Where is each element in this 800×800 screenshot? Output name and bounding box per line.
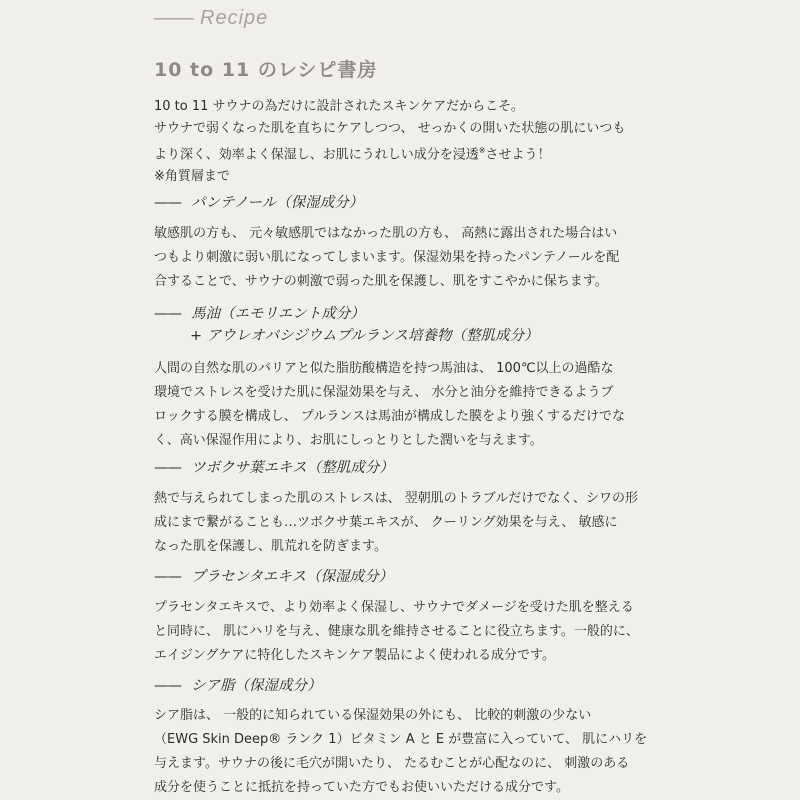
intro-line-text: より深く、効率よく保湿し、お肌にうれしい成分を浸透 bbox=[154, 147, 479, 163]
section-subheading: + アウレオバシジウムプルランス培養物（整肌成分） bbox=[190, 328, 539, 344]
body-line: 熱で与えられてしまった肌のストレスは、 翌朝肌のトラブルだけでなく、シワの形 bbox=[154, 491, 638, 506]
body-line: シア脂は、 一般的に知られている保湿効果の外にも、 比較的刺激の少ない bbox=[154, 708, 592, 723]
body-line: と同時に、 肌にハリを与え、健康な肌を維持させることに役立ちます。一般的に、 bbox=[154, 624, 639, 639]
recipe-label bbox=[154, 7, 268, 30]
decorative-dash: —— bbox=[154, 678, 181, 694]
section-heading-text: 馬油（エモリエント成分） bbox=[191, 306, 365, 322]
decorative-dash: —— bbox=[154, 569, 181, 585]
body-line: プラセンタエキスで、より効率よく保湿し、サウナでダメージを受けた肌を整える bbox=[154, 600, 634, 615]
section-body bbox=[154, 704, 654, 800]
intro-paragraph bbox=[154, 96, 654, 188]
section-heading bbox=[154, 303, 538, 347]
body-line: 成にまで繋がることも…ツボクサ葉エキスが、 クーリング効果を与え、 敏感に bbox=[154, 515, 618, 530]
body-line: エイジングケアに特化したスキンケア製品によく使われる成分です。 bbox=[154, 648, 555, 663]
body-line: 敏感肌の方も、 元々敏感肌ではなかった肌の方も、 高熱に露出された場合はい bbox=[154, 226, 618, 241]
section-body bbox=[154, 357, 654, 453]
section-heading bbox=[154, 457, 394, 479]
intro-line: 10 to 11 サウナの為だけに設計されたスキンケアだからこそ。 bbox=[154, 99, 524, 114]
decorative-dash: —— bbox=[154, 306, 181, 322]
decorative-dash: —— bbox=[154, 195, 181, 211]
recipe-label-text: Recipe bbox=[200, 7, 269, 29]
body-line: く、高い保湿作用により、お肌にしっとりとした潤いを与えます。 bbox=[154, 433, 543, 448]
body-line: 与えます。サウナの後に毛穴が開いたり、 たるむことが心配なのに、 刺激のある bbox=[154, 756, 630, 771]
section-heading-text: シア脂（保湿成分） bbox=[191, 678, 322, 694]
section-body bbox=[154, 596, 654, 668]
body-line: 環境でストレスを受けた肌に保湿効果を与え、 水分と油分を維持できるようブ bbox=[154, 385, 614, 400]
intro-line: サウナで弱くなった肌を直ちにケアしつつ、 せっかくの開いた状態の肌にいつも bbox=[154, 121, 626, 136]
body-line: 人間の自然な肌のバリアと似た脂肪酸構造を持つ馬油は、 100℃以上の過酷な bbox=[154, 361, 614, 376]
body-line: 合することで、サウナの刺激で弱った肌を保護し、肌をすこやかに保ちます。 bbox=[154, 274, 608, 289]
body-line: ロックする膜を構成し、 プルランスは馬油が構成した膜をより強くするだけでな bbox=[154, 409, 625, 424]
intro-footnote: ※角質層まで bbox=[154, 169, 230, 185]
page-title: 10 to 11 のレシピ書房 bbox=[154, 59, 378, 81]
intro-line-text: させよう！ bbox=[485, 147, 551, 163]
section-body bbox=[154, 487, 654, 559]
section-heading bbox=[154, 192, 363, 214]
decorative-dash: —— bbox=[154, 7, 194, 29]
section-heading-text: プラセンタエキス（保湿成分） bbox=[191, 569, 394, 585]
body-line: 成分を使うことに抵抗を持っていた方でもお使いいただける成分です。 bbox=[154, 780, 569, 795]
body-line: つもより刺激に弱い肌になってしまいます。保湿効果を持ったパンテノールを配 bbox=[154, 250, 620, 265]
intro-line bbox=[154, 140, 654, 166]
decorative-dash: —— bbox=[154, 460, 181, 476]
section-heading bbox=[154, 566, 393, 588]
footnote-mark: ※ bbox=[478, 146, 486, 155]
section-heading-text: パンテノール（保湿成分） bbox=[191, 195, 364, 211]
section-heading-text: ツボクサ葉エキス（整肌成分） bbox=[191, 460, 394, 476]
section-heading bbox=[154, 675, 322, 697]
body-line: （EWG Skin Deep® ランク 1）ビタミン A と E が豊富に入っていて、 肌にハリを bbox=[154, 732, 648, 747]
section-body bbox=[154, 222, 654, 294]
body-line: なった肌を保護し、肌荒れを防ぎます。 bbox=[154, 539, 387, 554]
